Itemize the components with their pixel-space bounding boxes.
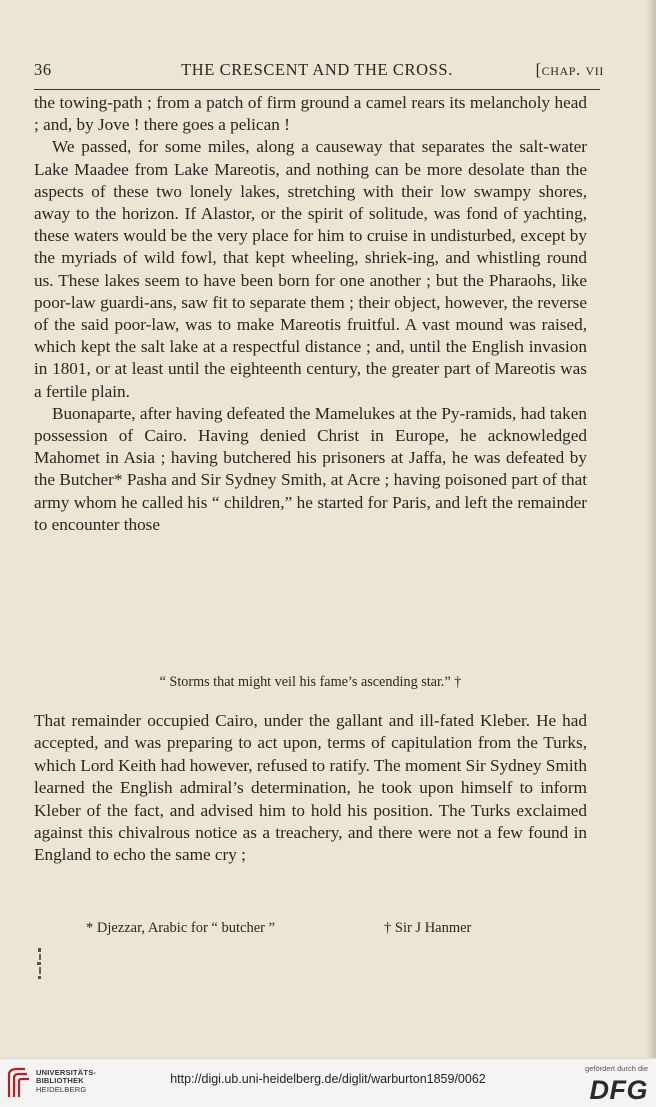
footer-bar: [0, 1058, 656, 1107]
paragraph-1: the towing-path ; from a patch of firm ground a camel rears its melancholy head ; and, by Jove ! there goes a pelican !: [34, 93, 587, 135]
running-title: THE CRESCENT AND THE CROSS.: [181, 60, 453, 79]
verse-quote: “ Storms that might veil his fame’s ascending star.” †: [159, 674, 462, 690]
body-text: [34, 92, 587, 536]
paragraph-2: We passed, for some miles, along a causeway that separates the salt-water Lake Maadee from Lake Mareotis, and nothing can be more desolate than the aspects of these two lonely lakes, stretching with their low swampy shores, away to the horizon. If Alastor, or the spirit of solitude, was fond of yachting, these waters would be the very place for him to cruise in undisturbed, except by the myriads of wild fowl, that kept wheeling, shriek-ing, and whistling round us. These lakes seem to have been born for one another ; but the Pharaohs, like poor-law guardi-ans, saw fit to separate them ; their object, however, the reverse of the said poor-law, was to make Mareotis fruitful. A vast mound was raised, which kept the salt lake at a respectful distance ; and, until the English invasion in 1801, or at least until the eighteenth century, the greater part of Mareotis was a fertile plain.: [34, 137, 587, 401]
header-rule: [34, 89, 600, 90]
permalink-url[interactable]: http://digi.ub.uni-heidelberg.de/diglit/warburton1859/0062: [170, 1072, 486, 1086]
body-text-continued: [34, 710, 587, 867]
footnote-2: † Sir J Hanmer: [384, 920, 472, 936]
library-name: UNIVERSITÄTS- BIBLIOTHEK HEIDELBERG: [36, 1068, 97, 1094]
funded-by-label: gefördert durch die: [585, 1064, 648, 1073]
footnote-1: * Djezzar, Arabic for “ butcher ”: [86, 920, 276, 936]
paragraph-4: That remainder occupied Cairo, under the gallant and ill-fated Kleber. He had accepted, and was preparing to act upon, terms of capitulation from the Turks, which Lord Keith had however, refused to ratify. The moment Sir Sydney Smith learned the English admiral’s determination, he took upon himself to inform Kleber of the fact, and advised him to hold his position. The Turks exclaimed against this chivalrous notice as a treachery, and there were not a few found in England to echo the same cry ;: [34, 711, 587, 865]
library-stamp-icon: [34, 946, 48, 982]
dfg-logo: DFG: [589, 1075, 648, 1105]
page-number: 36: [34, 60, 52, 79]
chapter-marker: [chap. vii: [535, 60, 604, 79]
paragraph-3: Buonaparte, after having defeated the Mamelukes at the Py-ramids, had taken possession of Cairo. Having denied Christ in Europe, he acknowledged Mahomet in Asia ; having butchered his prisoners at Jaffa, he was defeated by the Butcher* Pasha and Sir Sydney Smith, at Acre ; having poisoned part of that army whom he called his “ children,” he started for Paris, and left the remainder to encounter those: [34, 403, 587, 534]
running-header: [34, 60, 604, 84]
